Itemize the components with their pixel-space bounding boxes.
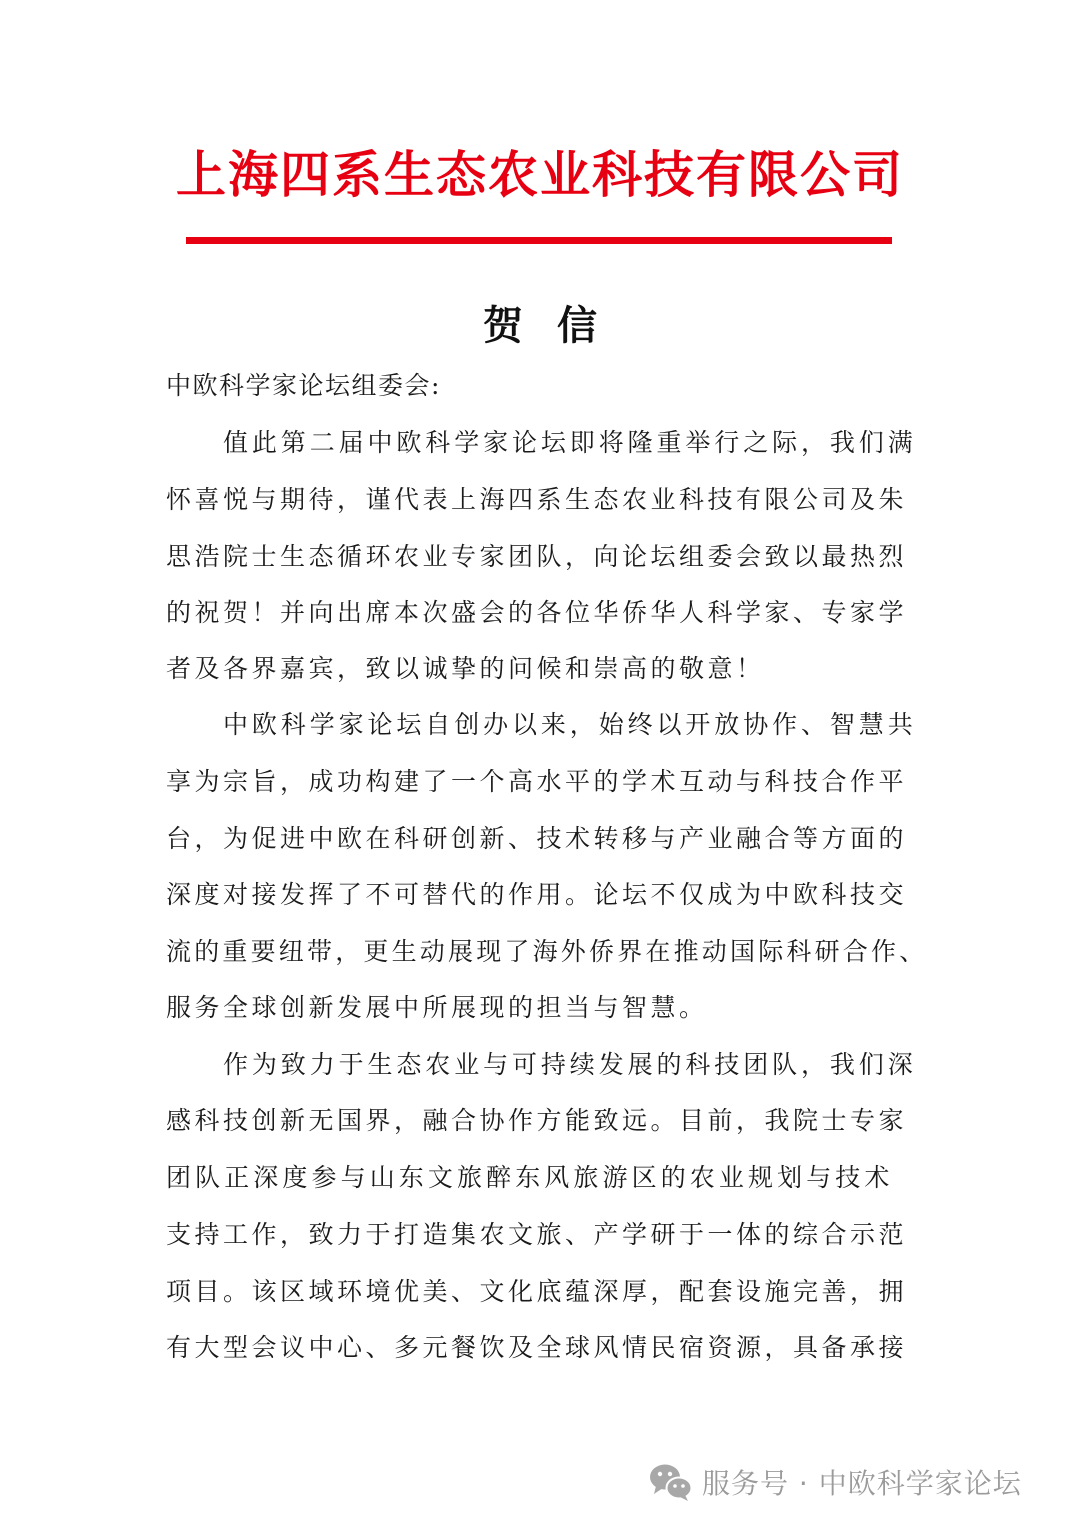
text-line: 流的重要纽带，更生动展现了海外侨界在推动国际科研合作、: [166, 937, 928, 966]
text-line: 享为宗旨，成功构建了一个高水平的学术互动与科技合作平: [166, 767, 908, 796]
text-line: 者及各界嘉宾，致以诚挚的问候和崇高的敬意！: [166, 654, 765, 683]
text-line: 的祝贺！并向出席本次盛会的各位华侨华人科学家、专家学: [166, 598, 908, 627]
salutation: 中欧科学家论坛组委会:: [166, 371, 441, 400]
wechat-icon: [648, 1461, 694, 1503]
text-line: 深度对接发挥了不可替代的作用。论坛不仅成为中欧科技交: [166, 880, 908, 909]
text-line: 团队正深度参与山东文旅醉东风旅游区的农业规划与技术: [166, 1163, 894, 1192]
text-line: 有大型会议中心、多元餐饮及全球风情民宿资源，具备承接: [166, 1333, 908, 1362]
text-line: 作为致力于生态农业与可持续发展的科技团队，我们深: [223, 1050, 917, 1079]
text-line: 感科技创新无国界，融合协作方能致远。目前，我院士专家: [166, 1106, 908, 1135]
letterhead-company-name: 上海四系生态农业科技有限公司: [176, 146, 904, 204]
letterhead-divider: [186, 237, 892, 244]
text-line: 支持工作，致力于打造集农文旅、产学研于一体的综合示范: [166, 1220, 908, 1249]
footer-account-label: 服务号 · 中欧科学家论坛: [702, 1467, 1022, 1500]
text-line: 中欧科学家论坛自创办以来，始终以开放协作、智慧共: [223, 710, 917, 739]
text-line: 台，为促进中欧在科研创新、技术转移与产业融合等方面的: [166, 824, 908, 853]
text-line: 项目。该区域环境优美、文化底蕴深厚，配套设施完善，拥: [166, 1277, 908, 1306]
text-line: 思浩院士生态循环农业专家团队，向论坛组委会致以最热烈: [166, 542, 908, 571]
text-line: 服务全球创新发展中所展现的担当与智慧。: [166, 993, 708, 1022]
footer-watermark[interactable]: [648, 1454, 1022, 1510]
document-title: 贺信: [483, 303, 631, 349]
text-line: 值此第二届中欧科学家论坛即将隆重举行之际，我们满: [223, 428, 917, 457]
text-line: 怀喜悦与期待，谨代表上海四系生态农业科技有限公司及朱: [166, 485, 908, 514]
